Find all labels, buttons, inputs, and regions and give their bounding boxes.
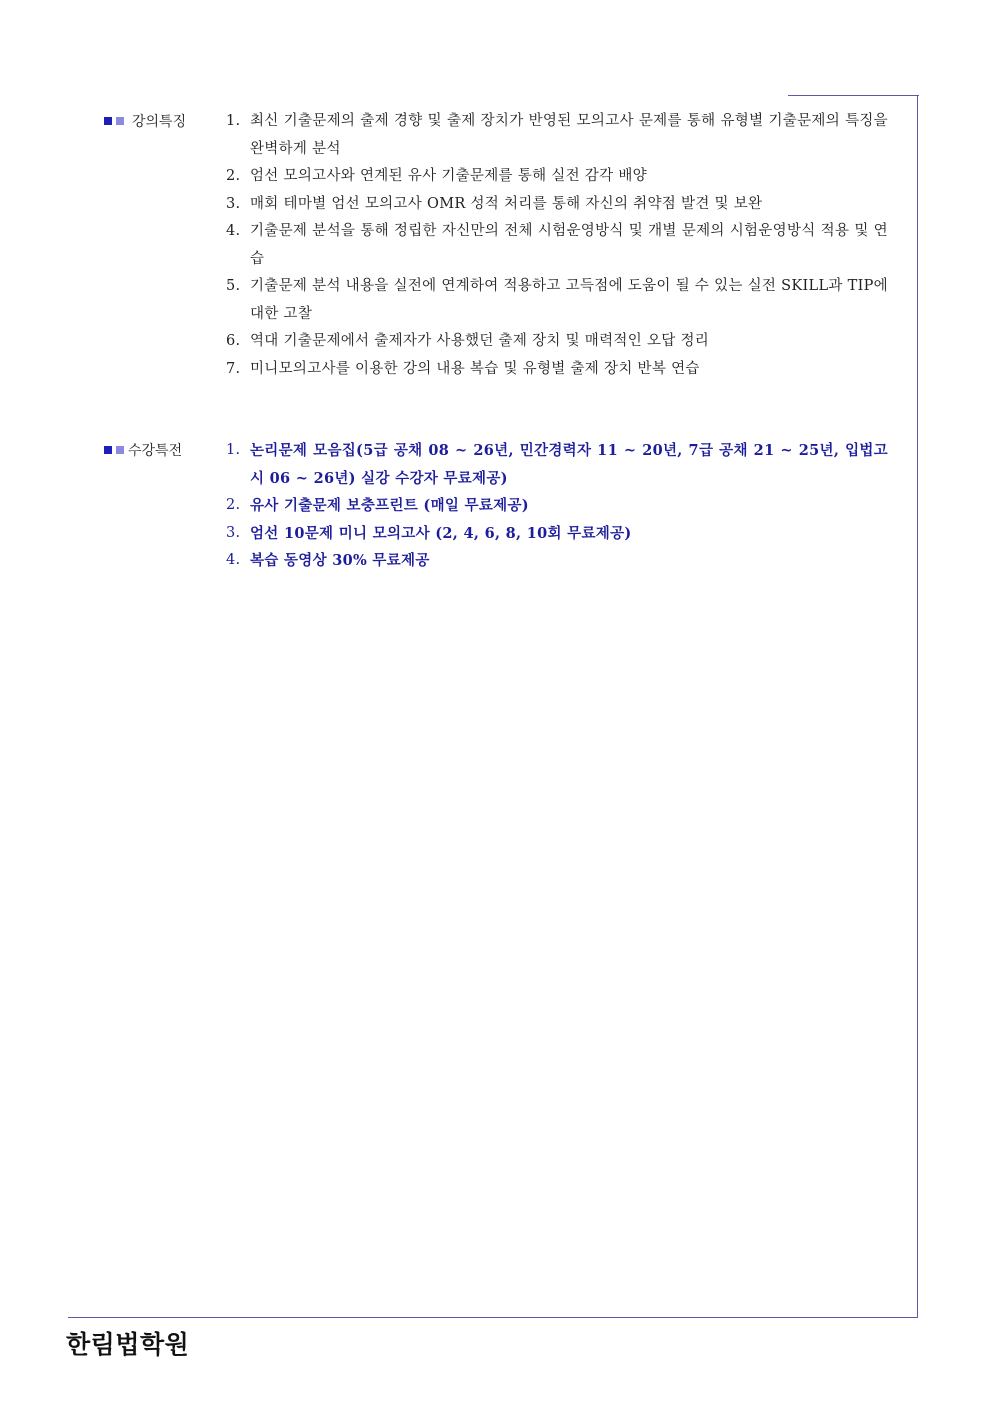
item-number: 3. [226,195,241,212]
section-label-perks [104,440,182,460]
list-item [226,163,888,191]
list-item [226,547,888,575]
bullet-square-icon [116,117,124,125]
item-text: 논리문제 모음집(5급 공채 08 ~ 26년, 민간경력자 11 ~ 20년, 7급 공채 21 ~ 25년, 입법고시 06 ~ 26년) 실강 수강자 무료제공) [250,442,888,487]
item-number: 2. [226,497,241,513]
item-text: 엄선 모의고사와 연계된 유사 기출문제를 통해 실전 감각 배양 [250,168,647,184]
list-item [226,191,888,219]
item-text: 엄선 10문제 미니 모의고사 (2, 4, 6, 8, 10회 무료제공) [250,524,632,542]
section-label-text: 수강특전 [128,443,183,459]
lecture-features-section [104,108,894,388]
item-text: 복습 동영상 30% 무료제공 [250,552,430,569]
bullet-square-icon [104,446,112,454]
bullet-square-icon [116,446,124,454]
item-text: 역대 기출문제에서 출제자가 사용했던 출제 장치 및 매력적인 오답 정리 [250,333,710,349]
item-number: 4. [226,552,241,568]
item-number: 1. [226,113,241,129]
list-item [226,437,888,492]
list-item [226,273,888,328]
item-number: 7. [226,360,241,377]
frame-top-border [788,95,919,96]
perks-list [226,437,888,575]
item-number: 3. [226,524,241,541]
list-item [226,218,888,273]
section-label-text: 강의특징 [132,114,187,130]
section-label-features [104,111,186,131]
enrollment-perks-section [104,437,894,577]
list-item [226,328,888,356]
bullet-square-icon [104,117,112,125]
academy-logo: 한림법학원 [66,1330,190,1359]
frame-right-border [917,95,918,1318]
item-number: 1. [226,442,241,458]
list-item [226,356,888,384]
list-item [226,492,888,520]
item-number: 2. [226,168,241,184]
item-text: 미니모의고사를 이용한 강의 내용 복습 및 유형별 출제 장치 반복 연습 [250,360,700,377]
item-number: 4. [226,223,241,239]
list-item [226,520,888,548]
item-text: 유사 기출문제 보충프린트 (매일 무료제공) [250,497,529,514]
item-number: 6. [226,333,241,349]
item-text: 최신 기출문제의 출제 경향 및 출제 장치가 반영된 모의고사 문제를 통해 유형별 기출문제의 특징을 완벽하게 분석 [250,113,888,157]
item-number: 5. [226,278,241,294]
features-list [226,108,888,383]
item-text: 기출문제 분석을 통해 정립한 자신만의 전체 시험운영방식 및 개별 문제의 시험운영방식 적용 및 연습 [250,223,888,267]
item-text: 기출문제 분석 내용을 실전에 연계하여 적용하고 고득점에 도움이 될 수 있는 실전 SKILL과 TIP에 대한 고찰 [250,278,888,322]
item-text: 매회 테마별 엄선 모의고사 OMR 성적 처리를 통해 자신의 취약점 발견 및 보완 [250,195,763,212]
frame-bottom-border [68,1317,918,1318]
list-item [226,108,888,163]
